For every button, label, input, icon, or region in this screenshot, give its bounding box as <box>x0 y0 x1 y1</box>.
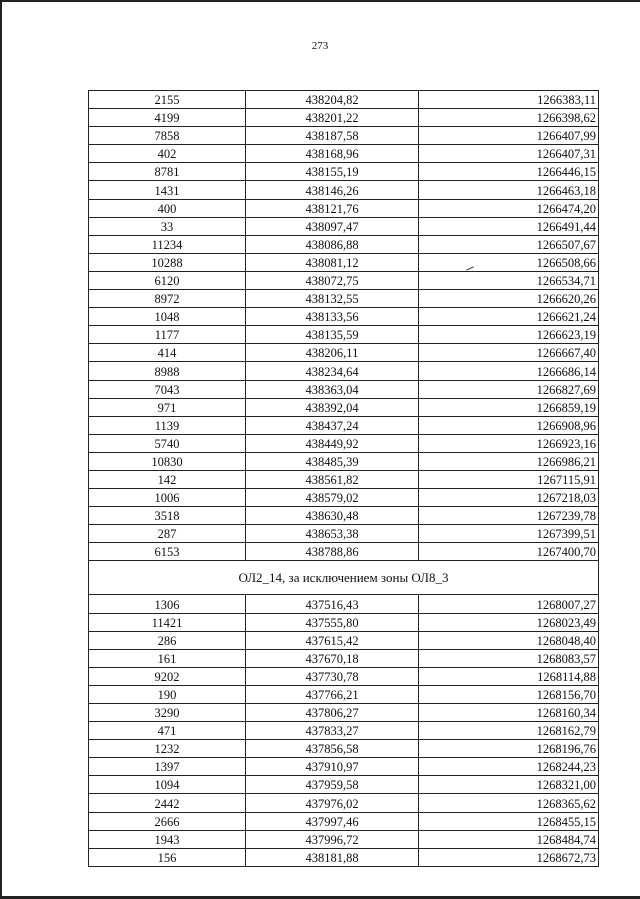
point-number-cell: 9202 <box>89 667 246 685</box>
x-coordinate-cell: 437670,18 <box>246 649 419 667</box>
point-number-cell: 156 <box>89 848 246 866</box>
table-row <box>89 145 599 163</box>
section-header-group <box>89 561 599 595</box>
y-coordinate-cell: 1267400,70 <box>419 543 599 561</box>
y-coordinate-cell: 1268672,73 <box>419 848 599 866</box>
y-coordinate-cell: 1268007,27 <box>419 595 599 613</box>
y-coordinate-cell: 1268484,74 <box>419 830 599 848</box>
x-coordinate-cell: 438146,26 <box>246 181 419 199</box>
x-coordinate-cell: 438788,86 <box>246 543 419 561</box>
x-coordinate-cell: 438485,39 <box>246 452 419 470</box>
x-coordinate-cell: 438653,38 <box>246 525 419 543</box>
table-row <box>89 812 599 830</box>
y-coordinate-cell: 1266507,67 <box>419 235 599 253</box>
x-coordinate-cell: 438561,82 <box>246 470 419 488</box>
point-number-cell: 1006 <box>89 489 246 507</box>
table-row <box>89 595 599 613</box>
x-coordinate-cell: 437806,27 <box>246 704 419 722</box>
table-row <box>89 758 599 776</box>
point-number-cell: 142 <box>89 470 246 488</box>
table-row <box>89 776 599 794</box>
x-coordinate-cell: 438392,04 <box>246 398 419 416</box>
x-coordinate-cell: 438201,22 <box>246 109 419 127</box>
table-row <box>89 489 599 507</box>
y-coordinate-cell: 1266534,71 <box>419 271 599 289</box>
y-coordinate-cell: 1266491,44 <box>419 217 599 235</box>
x-coordinate-cell: 438204,82 <box>246 91 419 109</box>
y-coordinate-cell: 1266623,19 <box>419 326 599 344</box>
y-coordinate-cell: 1268455,15 <box>419 812 599 830</box>
table-row <box>89 127 599 145</box>
page-number: 273 <box>311 40 329 52</box>
coordinates-group-a <box>89 91 599 561</box>
y-coordinate-cell: 1266398,62 <box>419 109 599 127</box>
table-row <box>89 109 599 127</box>
y-coordinate-cell: 1268156,70 <box>419 685 599 703</box>
table-row <box>89 543 599 561</box>
x-coordinate-cell: 437555,80 <box>246 613 419 631</box>
x-coordinate-cell: 437959,58 <box>246 776 419 794</box>
point-number-cell: 10288 <box>89 253 246 271</box>
y-coordinate-cell: 1268196,76 <box>419 740 599 758</box>
point-number-cell: 1232 <box>89 740 246 758</box>
y-coordinate-cell: 1267399,51 <box>419 525 599 543</box>
point-number-cell: 414 <box>89 344 246 362</box>
point-number-cell: 33 <box>89 217 246 235</box>
point-number-cell: 1094 <box>89 776 246 794</box>
table-row <box>89 163 599 181</box>
table-row <box>89 181 599 199</box>
table-row <box>89 271 599 289</box>
y-coordinate-cell: 1267218,03 <box>419 489 599 507</box>
x-coordinate-cell: 438155,19 <box>246 163 419 181</box>
point-number-cell: 6120 <box>89 271 246 289</box>
x-coordinate-cell: 438363,04 <box>246 380 419 398</box>
table-row <box>89 434 599 452</box>
x-coordinate-cell: 438437,24 <box>246 416 419 434</box>
table-row <box>89 722 599 740</box>
table-row <box>89 308 599 326</box>
x-coordinate-cell: 438579,02 <box>246 489 419 507</box>
table-row <box>89 326 599 344</box>
point-number-cell: 3518 <box>89 507 246 525</box>
point-number-cell: 10830 <box>89 452 246 470</box>
point-number-cell: 2442 <box>89 794 246 812</box>
y-coordinate-cell: 1267239,78 <box>419 507 599 525</box>
point-number-cell: 7858 <box>89 127 246 145</box>
y-coordinate-cell: 1266667,40 <box>419 344 599 362</box>
table-row <box>89 667 599 685</box>
x-coordinate-cell: 438132,55 <box>246 290 419 308</box>
y-coordinate-cell: 1267115,91 <box>419 470 599 488</box>
table-row <box>89 507 599 525</box>
y-coordinate-cell: 1266508,66 <box>419 253 599 271</box>
x-coordinate-cell: 437833,27 <box>246 722 419 740</box>
y-coordinate-cell: 1266859,19 <box>419 398 599 416</box>
x-coordinate-cell: 437976,02 <box>246 794 419 812</box>
point-number-cell: 8988 <box>89 362 246 380</box>
table-row <box>89 344 599 362</box>
y-coordinate-cell: 1266923,16 <box>419 434 599 452</box>
y-coordinate-cell: 1266383,11 <box>419 91 599 109</box>
point-number-cell: 471 <box>89 722 246 740</box>
x-coordinate-cell: 438133,56 <box>246 308 419 326</box>
point-number-cell: 1306 <box>89 595 246 613</box>
point-number-cell: 402 <box>89 145 246 163</box>
section-title: ОЛ2_14, за исключением зоны ОЛ8_3 <box>89 561 599 595</box>
x-coordinate-cell: 437856,58 <box>246 740 419 758</box>
y-coordinate-cell: 1268083,57 <box>419 649 599 667</box>
y-coordinate-cell: 1266620,26 <box>419 290 599 308</box>
y-coordinate-cell: 1266827,69 <box>419 380 599 398</box>
x-coordinate-cell: 438081,12 <box>246 253 419 271</box>
y-coordinate-cell: 1266407,99 <box>419 127 599 145</box>
table-row <box>89 704 599 722</box>
table-row <box>89 685 599 703</box>
point-number-cell: 190 <box>89 685 246 703</box>
table-row <box>89 235 599 253</box>
x-coordinate-cell: 437615,42 <box>246 631 419 649</box>
coordinates-table <box>88 90 599 867</box>
y-coordinate-cell: 1268160,34 <box>419 704 599 722</box>
point-number-cell: 4199 <box>89 109 246 127</box>
y-coordinate-cell: 1266621,24 <box>419 308 599 326</box>
y-coordinate-cell: 1266407,31 <box>419 145 599 163</box>
x-coordinate-cell: 438630,48 <box>246 507 419 525</box>
point-number-cell: 1177 <box>89 326 246 344</box>
y-coordinate-cell: 1268321,00 <box>419 776 599 794</box>
point-number-cell: 1048 <box>89 308 246 326</box>
point-number-cell: 1431 <box>89 181 246 199</box>
x-coordinate-cell: 437997,46 <box>246 812 419 830</box>
table-row <box>89 380 599 398</box>
x-coordinate-cell: 438206,11 <box>246 344 419 362</box>
point-number-cell: 8972 <box>89 290 246 308</box>
x-coordinate-cell: 437516,43 <box>246 595 419 613</box>
table-row <box>89 740 599 758</box>
table-row <box>89 199 599 217</box>
x-coordinate-cell: 438187,58 <box>246 127 419 145</box>
page-border-left <box>0 0 2 899</box>
point-number-cell: 286 <box>89 631 246 649</box>
y-coordinate-cell: 1266446,15 <box>419 163 599 181</box>
y-coordinate-cell: 1268023,49 <box>419 613 599 631</box>
y-coordinate-cell: 1268162,79 <box>419 722 599 740</box>
y-coordinate-cell: 1268048,40 <box>419 631 599 649</box>
table-row <box>89 91 599 109</box>
point-number-cell: 2666 <box>89 812 246 830</box>
x-coordinate-cell: 438181,88 <box>246 848 419 866</box>
table-row <box>89 613 599 631</box>
page-border-top <box>0 0 640 2</box>
point-number-cell: 6153 <box>89 543 246 561</box>
y-coordinate-cell: 1268244,23 <box>419 758 599 776</box>
x-coordinate-cell: 437910,97 <box>246 758 419 776</box>
table-row <box>89 525 599 543</box>
point-number-cell: 5740 <box>89 434 246 452</box>
point-number-cell: 971 <box>89 398 246 416</box>
point-number-cell: 11421 <box>89 613 246 631</box>
table-row <box>89 452 599 470</box>
x-coordinate-cell: 438097,47 <box>246 217 419 235</box>
x-coordinate-cell: 438072,75 <box>246 271 419 289</box>
table-row <box>89 290 599 308</box>
y-coordinate-cell: 1266686,14 <box>419 362 599 380</box>
table-row <box>89 649 599 667</box>
y-coordinate-cell: 1266908,96 <box>419 416 599 434</box>
x-coordinate-cell: 438121,76 <box>246 199 419 217</box>
point-number-cell: 11234 <box>89 235 246 253</box>
point-number-cell: 1943 <box>89 830 246 848</box>
x-coordinate-cell: 437730,78 <box>246 667 419 685</box>
x-coordinate-cell: 438234,64 <box>246 362 419 380</box>
point-number-cell: 2155 <box>89 91 246 109</box>
point-number-cell: 3290 <box>89 704 246 722</box>
table-row <box>89 362 599 380</box>
coordinates-group-b <box>89 595 599 866</box>
x-coordinate-cell: 438449,92 <box>246 434 419 452</box>
table-row <box>89 631 599 649</box>
table-row <box>89 794 599 812</box>
table-row <box>89 470 599 488</box>
point-number-cell: 161 <box>89 649 246 667</box>
point-number-cell: 400 <box>89 199 246 217</box>
table-row <box>89 253 599 271</box>
y-coordinate-cell: 1268114,88 <box>419 667 599 685</box>
table-row <box>89 830 599 848</box>
point-number-cell: 1139 <box>89 416 246 434</box>
section-header-row <box>89 561 599 595</box>
y-coordinate-cell: 1266986,21 <box>419 452 599 470</box>
table-row <box>89 416 599 434</box>
table-row <box>89 848 599 866</box>
y-coordinate-cell: 1268365,62 <box>419 794 599 812</box>
x-coordinate-cell: 437766,21 <box>246 685 419 703</box>
table-row <box>89 217 599 235</box>
y-coordinate-cell: 1266463,18 <box>419 181 599 199</box>
point-number-cell: 1397 <box>89 758 246 776</box>
x-coordinate-cell: 438135,59 <box>246 326 419 344</box>
point-number-cell: 8781 <box>89 163 246 181</box>
table-row <box>89 398 599 416</box>
y-coordinate-cell: 1266474,20 <box>419 199 599 217</box>
x-coordinate-cell: 437996,72 <box>246 830 419 848</box>
point-number-cell: 7043 <box>89 380 246 398</box>
point-number-cell: 287 <box>89 525 246 543</box>
x-coordinate-cell: 438168,96 <box>246 145 419 163</box>
x-coordinate-cell: 438086,88 <box>246 235 419 253</box>
